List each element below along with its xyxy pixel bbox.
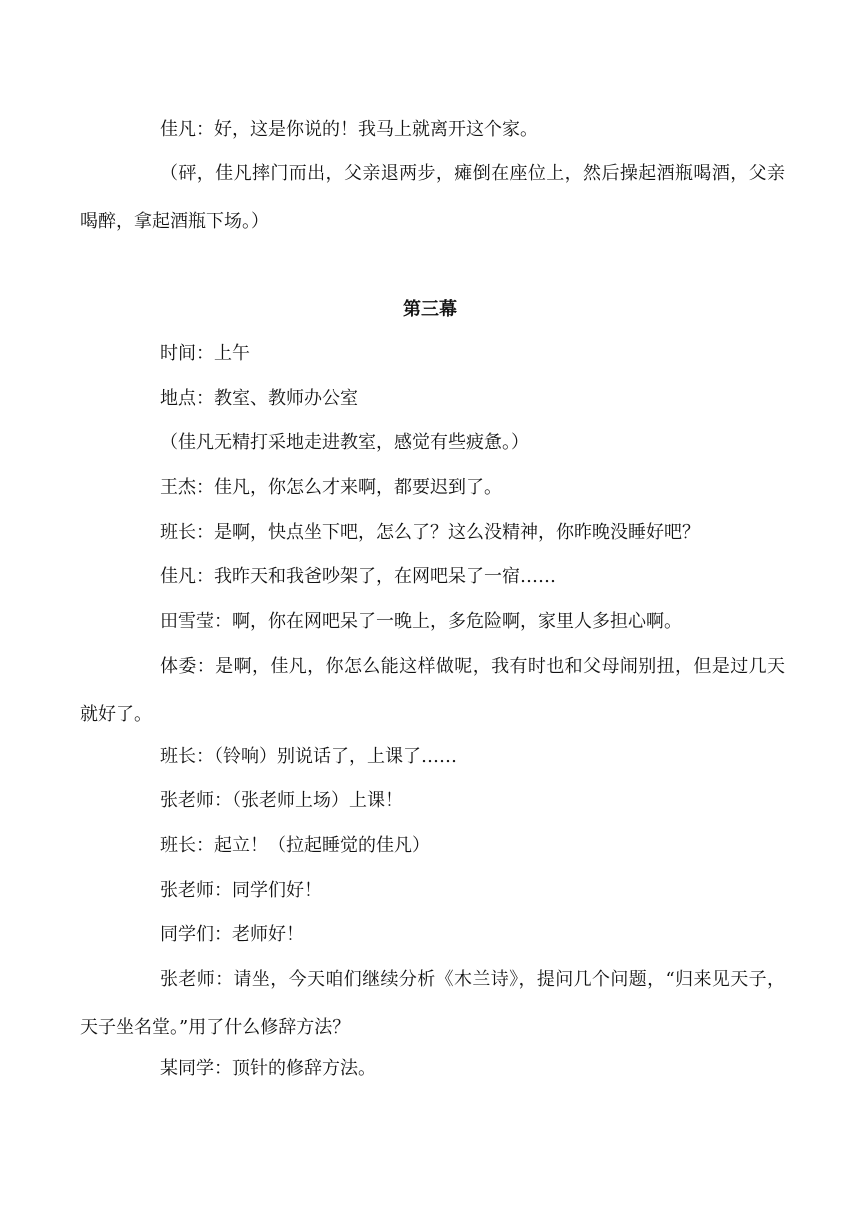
dialogue-line: 王杰：佳凡，你怎么才来啊，都要迟到了。 (160, 477, 502, 498)
dialogue-line: 班长：起立！（拉起睡觉的佳凡） (160, 835, 430, 856)
dialogue-line: 张老师：（张老师上场）上课！ (160, 790, 403, 811)
act-heading: 第三幕 (403, 299, 457, 320)
dialogue-line: 班长：是啊，快点坐下吧，怎么了？这么没精神，你昨晚没睡好吧？ (160, 522, 700, 543)
stage-direction: （砰，佳凡摔门而出，父亲退两步，瘫倒在座位上，然后操起酒瓶喝酒，父亲喝醉，拿起酒瓶下场。） (80, 163, 785, 232)
dialogue-line: 田雪莹：啊，你在网吧呆了一晚上，多危险啊，家里人多担心啊。 (160, 611, 682, 632)
dialogue-line: 体委：是啊，佳凡，你怎么能这样做呢，我有时也和父母闹别扭，但是过几天就好了。 (80, 656, 785, 725)
dialogue-line: 佳凡：我昨天和我爸吵架了，在网吧呆了一宿…… (160, 566, 556, 587)
scene-time: 时间：上午 (160, 343, 250, 364)
scene-location: 地点：教室、教师办公室 (160, 388, 358, 409)
dialogue-line: 同学们：老师好！ (160, 924, 304, 945)
dialogue-line: 佳凡：好，这是你说的！我马上就离开这个家。 (160, 119, 538, 140)
stage-direction: （佳凡无精打采地走进教室，感觉有些疲惫。） (160, 432, 529, 453)
dialogue-line: 班长：（铃响）别说话了，上课了…… (160, 746, 457, 767)
dialogue-line: 某同学：顶针的修辞方法。 (160, 1058, 376, 1079)
dialogue-line: 张老师：同学们好！ (160, 880, 322, 901)
dialogue-line: 张老师：请坐，今天咱们继续分析《木兰诗》，提问几个问题，“归来见天子，天子坐名堂。”用了什么修辞方法？ (80, 969, 785, 1038)
